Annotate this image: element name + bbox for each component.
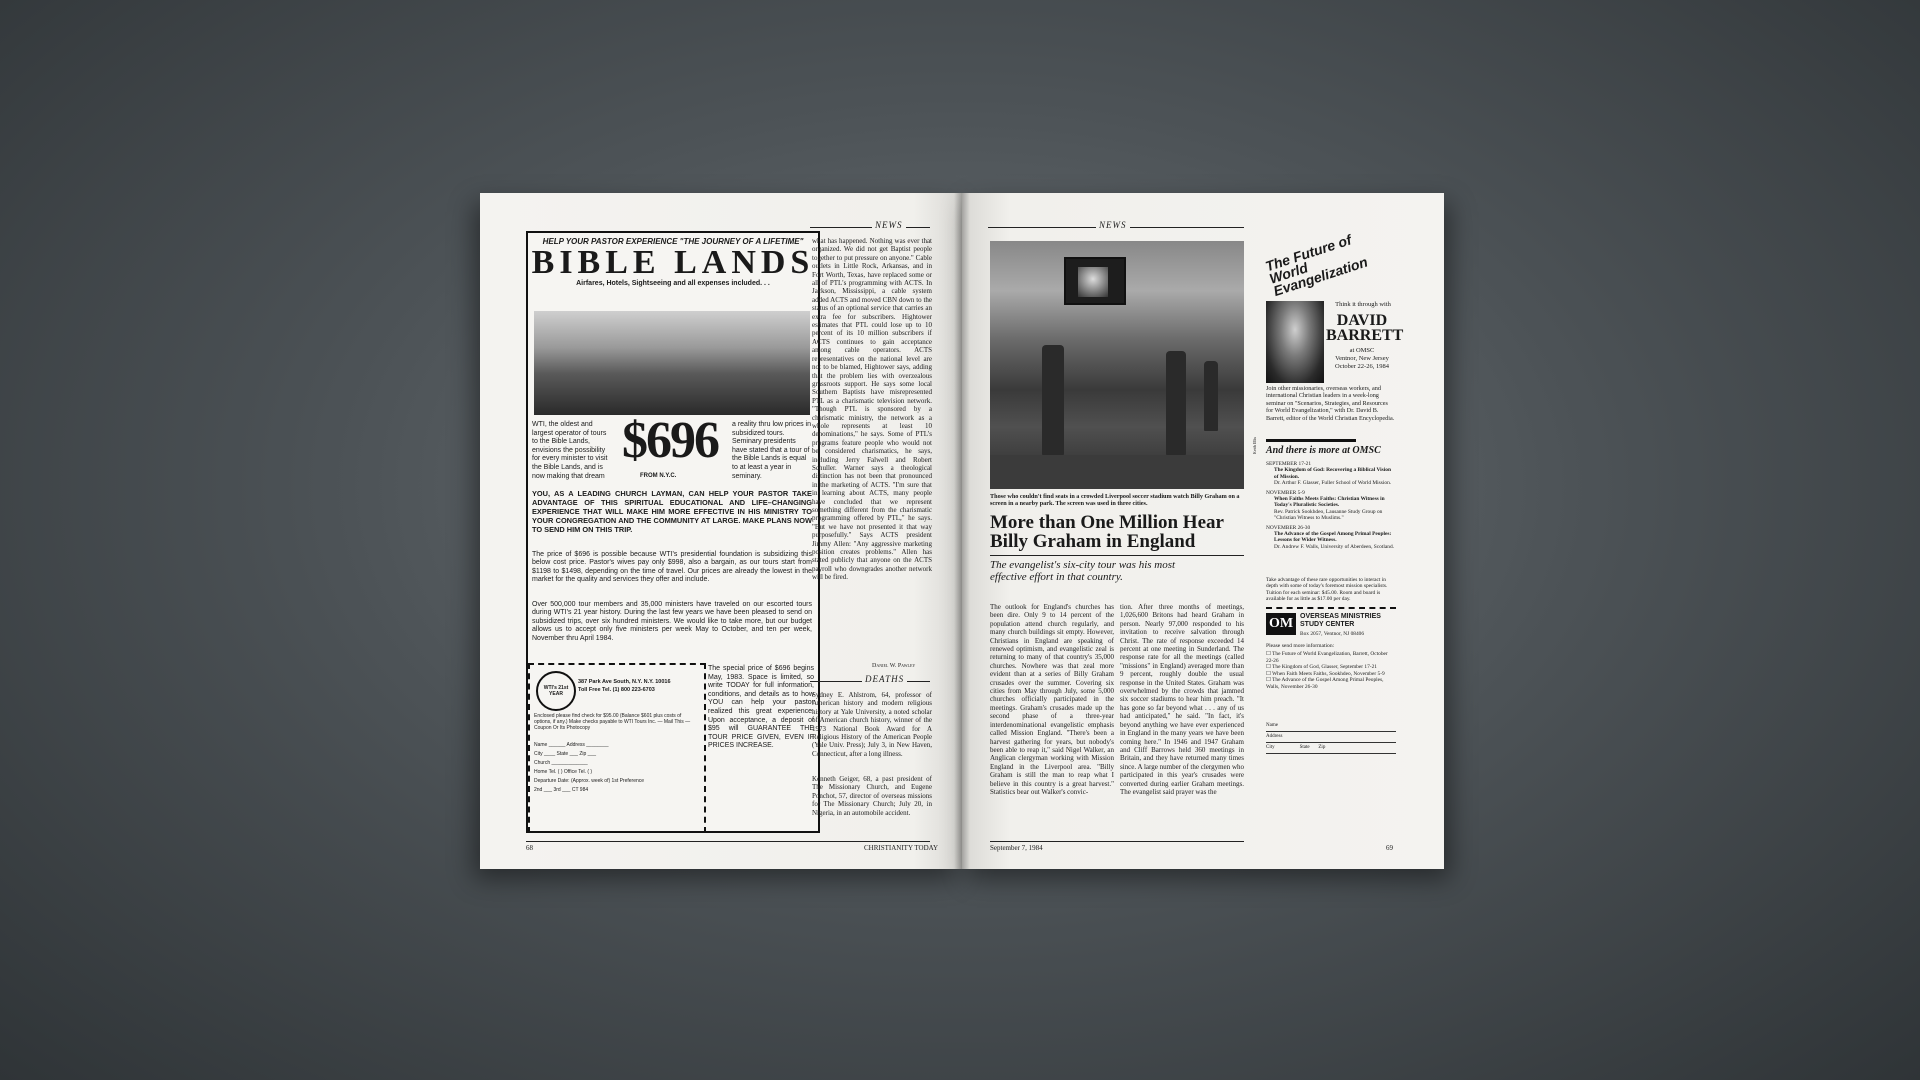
event-detail: Dr. Arthur F. Glasser, Fuller School of World Mission. [1274,480,1392,487]
omsc-please: Please send more information: [1266,643,1335,649]
ad-col2: a reality thru low prices in subsidized tours. Seminary presidents have stated that a tour of the Bible Lands is equal to at least a year in seminary. [732,421,811,480]
omsc-coupon-rule [1266,607,1396,609]
field-3rd[interactable]: 3rd [553,787,561,793]
footer-rule-right [990,841,1244,842]
article-headline: More than One Million Hear Billy Graham in England [990,512,1224,552]
omsc-at-text: at OMSC [1349,347,1375,354]
news-label: NEWS [872,220,906,230]
video-screen [1064,257,1126,305]
footer-magazine: CHRISTIANITY TODAY [864,844,939,852]
field-label: Address [1266,734,1283,739]
field-name[interactable] [1266,721,1396,732]
footer-rule [526,841,930,842]
ad-paragraph-3: Over 500,000 tour members and 35,000 ministers have traveled on our escorted tours during WTI's 21 year history. During the last few years we have been pleased to send on subsidized trips, over six hundred ministers. We would like to take more, but our budget allows us to accept only five ministers per week May to October, and ten per week, November thru April 1984. [532,601,812,642]
event-date: NOVEMBER 5-9 [1266,489,1305,496]
gutter-shadow [954,193,970,869]
deaths-label: DEATHS [862,674,907,684]
field-name[interactable]: Name [534,742,548,748]
field-address[interactable]: Address [566,742,585,748]
check-item[interactable]: ☐ When Faith Meets Faiths, Sookhdeo, November 5-9 [1266,670,1385,677]
field-city-state-zip[interactable] [1266,743,1396,754]
ad-address: 387 Park Ave South, N.Y. N.Y. 10016 [578,679,671,685]
omsc-more: And there is more at OMSC [1266,445,1381,456]
byline: Daniel W. Pawley [872,663,916,669]
omsc-location: Ventnor, New Jersey [1335,355,1389,362]
person-figure [1166,351,1186,455]
field-state[interactable]: State [556,751,569,757]
grass [990,455,1244,489]
deaths-entry-2: Kenneth Geiger, 68, a past president of The Missionary Church, and Eugene Ponchot, 57, director of overseas missions for The Missionary Church; July 20, in Nigeria, in an automobile accident. [812,775,932,817]
event-detail: Dr. Andrew F. Walls, University of Aberdeen, Scotland. [1274,543,1395,550]
article-col-2: tion. After three months of meetings, 1,026,600 Britons had heard Graham in person. Nearly 97,000 responded to his invitation to receive salvation through Christ. The rate of response exceeded 14 percent at one meeting in Sunderland. The response rate for all the meetings (called "missions" in England) averaged more than 9 percent, roughly double the usual response in the United States. Graham was overwhelmed by the crowds that jammed six soccer stadiums to hear him preach. "It has gone so far beyond what . . . any of us had anticipated," he said. "In fact, it's beyond anything we have ever experienced in England in the many years we have been coming here." In 1946 and 1947 Graham and Cliff Barrows held 360 meetings in Britain, and they have returned many times since. A large number of the clergymen who participated in this year's crusades were converted during earlier Graham meetings. The evangelist said prayer was the [1120,603,1244,796]
crowd-photo [990,241,1244,489]
ad-headline: HELP YOUR PASTOR EXPERIENCE "THE JOURNEY OF A LIFETIME" [542,237,804,246]
article-col-1: The outlook for England's churches has been dire. Only 9 to 14 percent of the population attend church regularly, and many church buildings sit empty. However, Christians in England are speaking of renewed optimism, and evangelistic zeal is returning to many of that country's 35,000 churches. Nowhere was that zeal more evident than at a series of Billy Graham crusades over the summer. Covering six cities from May through July, some 5,000 churches officially participated in the meetings. Graham's crusades made up the second phase of a three-year interdenominational evangelistic emphasis called Mission England. "There's been a harvest gathering for years, but nobody's been able to reap it," said Nigel Walker, an Anglican clergyman working with Mission England in the Liverpool area. "Billy Graham is still the man to reap what I believe in this country is a great harvest." Statistics bear out Walker's convic- [990,603,1114,796]
field-label: Name [1266,723,1278,728]
left-page [480,193,962,869]
check-item[interactable]: ☐ The Advance of the Gospel Among Primal Peoples, Walls, November 26-30 [1266,677,1384,690]
ad-code: CT 984 [571,787,589,793]
ad-price-note: FROM N.Y.C. [640,473,677,479]
article-deck: The evangelist's six-city tour was his most effective effort in that country. [990,559,1176,583]
field-home-tel[interactable]: Home Tel. ( ) [534,769,563,775]
wti-seal-icon [536,671,576,711]
check-label: When Faith Meets Faiths, Sookhdeo, November 5-9 [1272,670,1385,677]
news-column: what has happened. Nothing was ever that organized. We did not get Baptist people together to put pressure on anyone." Cable outlets in Little Rock, Arkansas, and in Fort Worth, Texas, have replaced some or all of PTL's programming with ACTS. In Jackson, Mississippi, a cable system added ACTS and moved CBN down to the status of an optional service that carries an extra fee for subscribers. Hightower estimates that PTL could lose up to 10 percent of its 10 million subscribers if ACTS continues to gain acceptance among cable operators. ACTS representatives on the national level are not to be blamed, Hightower says, adding that the problem lies with overzealous grassroots support. He says some local Southern Baptists have misrepresented PTL as a charismatic television network. "Though PTL is sponsored by a charismatic ministry, the network as a whole represents at least 10 denominations," he says. Some of PTL's programs feature people who would not be considered charismatics, he says, including Jerry Falwell and Robert Schuller. Warner says a theological distinction has not been that pronounced in the marketing of ACTS. "I'm sure that in learning about ACTS, many people have concluded that we represent something different from the charismatic programming offered by PTL," he says. "But we have not presented it that way purposefully." Says ACTS president Jimmy Allen: "Any aggressive marketing position creates problems." Allen has stated publicly that anyone on the ACTS payroll who downgrades another network will be fired. [812,237,932,582]
field-label: Zip [1318,745,1326,750]
field-label: City [1266,745,1275,750]
field-departure[interactable]: Departure Date: (Approx. week of) 1st Preference [534,778,645,784]
news-label-right: NEWS [1096,220,1130,230]
omsc-events [1266,461,1396,550]
omsc-advantage: Take advantage of these rare opportunities to interact in depth with some of today's foremost mission specialists. Tuition for each seminar: $45.00. Room and board is available for as little as $17.00 per day. [1266,577,1388,603]
check-label: The Advance of the Gospel Among Primal Peoples, Walls, November 26-30 [1266,677,1384,690]
jerusalem-photo [534,311,810,415]
omsc-divider [1266,439,1356,442]
event-title: When Faiths Meets Faiths: Christian Witness in Today's Pluralistic Societies. [1274,496,1385,509]
barrett-portrait [1266,301,1324,383]
field-address[interactable] [1266,732,1396,743]
coupon[interactable] [528,663,706,833]
coupon-form[interactable]: Name ______ Address ________ City ____ State ___ Zip ___ Church _____________ Home Tel. ( ) Office Tel. ( ) Departure Date: (Approx. week of) 1st Preference 2nd ___ 3rd ___ CT 984 [534,742,645,793]
ad-subtitle: Airfares, Hotels, Sightseeing and all expenses included. . . [576,280,770,287]
news-rule [810,227,930,228]
person-figure [1042,345,1064,455]
event-title: The Kingdom of God: Recovering a Biblical Vision of Mission. [1274,467,1391,480]
photo-caption: Those who couldn't find seats in a crowded Liverpool soccer stadium watch Billy Graham on a screen in a nearby park. The screen was used in three cities. [990,493,1240,508]
deck-rule [990,555,1244,556]
omsc-speaker: DAVID BARRETT [1326,312,1404,344]
event-title: The Advance of the Gospel Among Primal Peoples: Lessons for Wider Witness. [1274,531,1392,544]
ad-phone: Toll Free Tel. (1) 800 223-6703 [578,687,655,693]
omsc-dates: October 22-26, 1984 [1335,363,1389,370]
page-number-left: 68 [526,844,533,852]
ad-title: BIBLE LANDS [531,244,815,281]
right-page [962,193,1444,869]
ad-col1: WTI, the oldest and largest operator of tours to the Bible Lands, envisions the possibility for every minister to visit the Bible Lands, and is now making that dream [532,421,608,480]
field-label: State [1299,745,1310,750]
check-item[interactable]: ☐ The Kingdom of God, Glasser, September 17-21 [1266,664,1377,671]
deaths-entry-1: Sydney E. Ahlstrom, 64, professor of American history and modern religious history at Yale University, a noted scholar of American church history, winner of the 1973 National Book Award for A Religious History of the American People (Yale Univ. Press); July 3, in New Haven, Connecticut, after a long illness. [812,691,932,758]
omsc-center: OVERSEAS MINISTRIES STUDY CENTER [1300,613,1381,628]
omsc-form[interactable] [1266,721,1396,754]
field-zip[interactable]: Zip [579,751,587,757]
omsc-at [1326,347,1398,371]
ad-price: $696 [622,412,718,469]
omsc-title-text: The Future of World Evangelization [1263,231,1370,300]
ad-side-text: The special price of $696 begins May, 1983. Space is limited, so write TODAY for full information, conditions, and details as to how YOU can help your pastor realized this great experience. Upon acceptance, a deposit of $95 will GUARANTEE THE TOUR PRICE GIVEN, EVEN IF PRICES INCREASE. [708,665,814,750]
bible-lands-ad [526,231,820,833]
field-office-tel[interactable]: Office Tel. ( ) [563,769,593,775]
field-city[interactable]: City [534,751,543,757]
field-church[interactable]: Church [534,760,551,766]
omsc-logo: OM [1266,613,1296,635]
event-detail: Rev. Patrick Sookhdeo, Lausanne Study Group on "Christian Witness to Muslims." [1274,508,1383,522]
photo-credit: Keith Ellis [1252,436,1258,455]
check-item[interactable]: ☐ The Future of World Evangelization, Barrett, October 22-26 [1266,651,1388,664]
ad-bold-paragraph: YOU, AS A LEADING CHURCH LAYMAN, CAN HELP YOUR PASTOR TAKE ADVANTAGE OF THIS SPIRITUAL EDUCATIONAL AND LIFE–CHANGING EXPERIENCE THAT WILL MAKE HIM MORE EFFECTIVE IN HIS MINISTRY TO YOUR CONGREGATION AND THE COMMUNITY AT LARGE. MAKE PLANS NOW TO SEND HIM ON THIS TRIP. [532,489,812,534]
omsc-checklist[interactable] [1266,651,1396,691]
magazine-spread [480,193,1444,869]
omsc-center-address: Box 2057, Ventnor, NJ 08406 [1300,631,1365,637]
person-figure [1204,361,1218,431]
omsc-join: Join other missionaries, overseas workers, and international Christian leaders in a week-long seminar on "Scenarios, Strategies, and Resources for World Evangelization," with Dr. David B. Barrett, editor of the World Christian Encyclopedia. [1266,385,1395,422]
field-2nd[interactable]: 2nd [534,787,543,793]
omsc-ad [1262,221,1404,835]
check-label: The Future of World Evangelization, Barrett, October 22-26 [1266,651,1388,664]
event-date: NOVEMBER 26-30 [1266,524,1311,531]
event-date: SEPTEMBER 17-21 [1266,461,1312,467]
omsc-think: Think it through with [1335,301,1391,308]
coupon-text: Enclosed please find check for $95.00 (Balance $601 plus costs of options, if any.) Make checks payable to WTI Tours Inc. — Mail This — Coupon Or Its Photocopy [534,713,691,731]
omsc-title [1263,231,1392,300]
seal-text: WTI's 21st YEAR [543,685,569,697]
footer-date: September 7, 1984 [990,844,1043,852]
ad-paragraph-2: The price of $696 is possible because WTI's presidential foundation is subsidizing this below cost price. Pastor's wives pay only $998, also a bargain, as our tours start from $1198 to $1498, depending on the time of travel. Our prices are already the lowest in the market for the quality and services they offer and include. [532,551,812,584]
page-number-right: 69 [1386,844,1393,852]
check-label: The Kingdom of God, Glasser, September 17-21 [1272,664,1377,671]
